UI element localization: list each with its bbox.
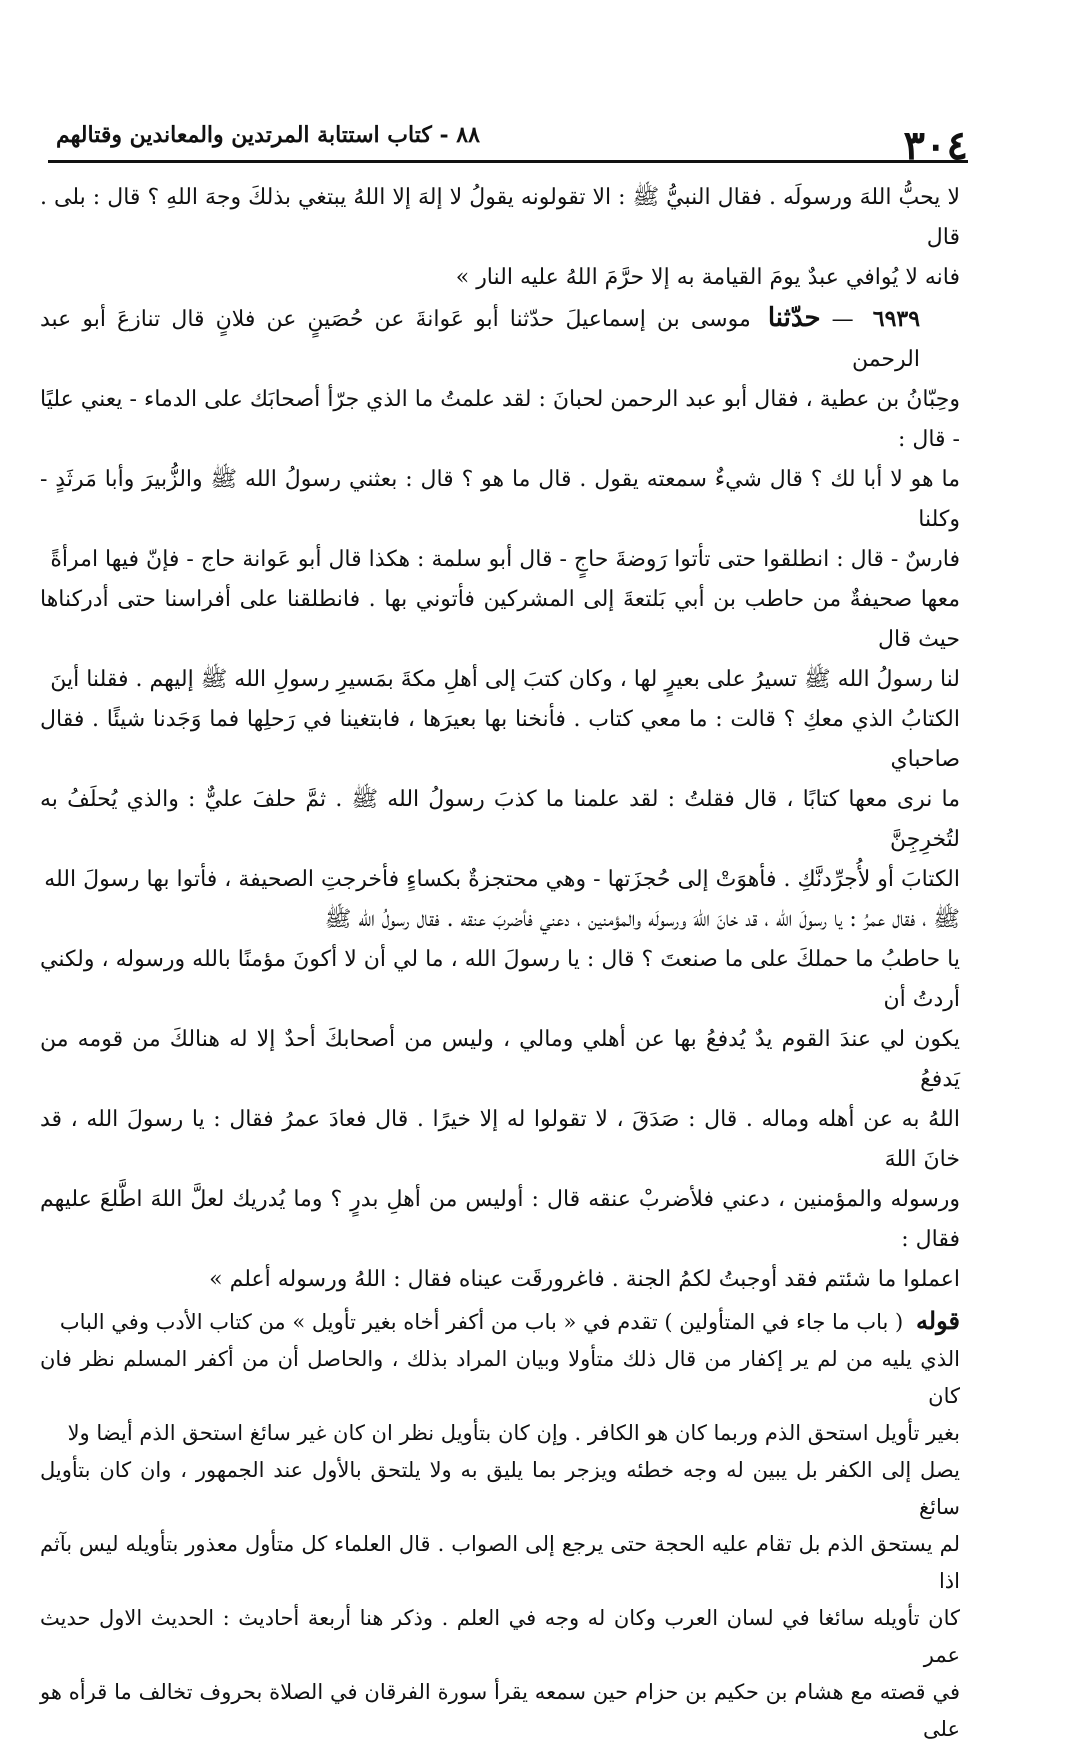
hadith-number: ٦٩٣٩: [872, 306, 921, 332]
text-line: ﷺ ، فقال عمرُ : يا رسولَ الله ، قد خانَ اللهَ ورسولَه والمؤمنين ، دعني فأضربَ عنقه . فقال رسولُ الله ﷺ: [324, 907, 960, 932]
text-line: يا حاطبُ ما حملكَ على ما صنعتَ ؟ قال : يا رسولَ الله ، ما لي أن لا أكونَ مؤمنًا بالله ورسوله ، ولكني أردتُ أن: [40, 947, 960, 1012]
page-header: [48, 112, 968, 174]
text-span: ( باب ما جاء في المتأولين ) تقدم في « باب من أكفر أخاه بغير تأويل » من كتاب الأدب وفي الباب: [59, 1310, 904, 1334]
dash: —: [820, 307, 854, 332]
text-line: اعملوا ما شئتم فقد أوجبتُ لكمُ الجنة . فاغرورقَت عيناه فقال : اللهُ ورسوله أعلم »: [209, 1267, 960, 1292]
text-line: [40, 298, 960, 380]
text-line: لا يحبُّ اللهَ ورسولَه . فقال النبيُّ ﷺ : الا تقولونه يقولُ لا إلهَ إلا اللهُ يبتغي بذلكَ وجهَ اللهِ ؟ قال : بلى . قال: [40, 185, 960, 250]
text-line: لم يستحق الذم بل تقام عليه الحجة حتى يرجع إلى الصواب . قال العلماء كل متأول معذور بتأويله ليس بآثم اذا: [40, 1532, 960, 1593]
header-rule: [48, 160, 968, 163]
intro-passage: [40, 178, 960, 298]
text-line: لنا رسولُ الله ﷺ تسيرُ على بعيرٍ لها ، وكان كتبَ إلى أهلِ مكةَ بمَسيرِ رسولِ الله ﷺ إليهم . فقلنا أينَ: [50, 667, 960, 692]
text-span: موسى بن إسماعيلَ حدّثنا أبو عَوانةَ عن حُصَينٍ عن فلانٍ قال تنازعَ أبو عبد الرحمن: [40, 307, 920, 372]
text-line: الكتابَ أو لأُجرِّدنَّكِ . فأهوَتْ إلى حُجزَتها - وهي محتجزةٌ بكساءٍ فأخرجتِ الصحيفة ، فأتوا بها رسولَ الله: [44, 867, 960, 892]
text-line: يكون لي عندَ القوم يدٌ يُدفعُ بها عن أهلي ومالي ، وليس من أصحابكَ أحدٌ إلا له هنالكَ من قومه من يَدفعُ: [40, 1027, 960, 1092]
text-line: [40, 1302, 960, 1341]
qawluhu-word: قوله: [915, 1306, 960, 1335]
text-line: ورسوله والمؤمنين ، دعني فلأضربْ عنقه قال : أوليس من أهلِ بدرٍ ؟ وما يُدريك لعلَّ اللهَ اطَّلعَ عليهم فقال :: [40, 1187, 960, 1252]
running-title: ٨٨ - كتاب استتابة المرتدين والمعاندين وقتالهم: [56, 122, 480, 148]
text-line: في قصته مع هشام بن حكيم بن حزام حين سمعه يقرأ سورة الفرقان في الصلاة بحروف تخالف ما قرأه هو على: [40, 1680, 960, 1741]
hadith-passage: [40, 298, 960, 1300]
text-line: فانه لا يُوافي عبدٌ يومَ القيامة به إلا حرَّمَ اللهُ عليه النار »: [455, 265, 960, 290]
text-line: الكتابُ الذي معكِ ؟ قالت : ما معي كتاب . فأنخنا بها بعيرَها ، فابتغينا في رَحلِها فما وَجَدنا شيئًا . فقال صاحباي: [40, 707, 960, 772]
commentary-passage: [40, 1302, 960, 1748]
text-line: يصل إلى الكفر بل يبين له وجه خطئه ويزجر بما يليق به ولا يلتحق بالأول عند الجمهور ، وان كان بتأويل سائغ: [40, 1458, 960, 1519]
haddathana-word: حدّثنا: [767, 303, 821, 333]
text-line: ما نرى معها كتابًا ، قال فقلتُ : لقد علمنا ما كذبَ رسولُ الله ﷺ . ثمَّ حلفَ عليٌّ : والذي يُحلَفُ به لتُخرِجِنَّ: [40, 787, 960, 852]
page-body: [40, 178, 960, 1748]
text-line: اللهُ به عن أهله وماله . قال : صَدَقَ ، لا تقولوا له إلا خيرًا . قال فعادَ عمرُ فقال : يا رسولَ الله ، قد خانَ اللهَ: [40, 1107, 960, 1172]
text-line: كان تأويله سائغا في لسان العرب وكان له وجه في العلم . وذكر هنا أربعة أحاديث : الحديث الاول حديث عمر: [40, 1606, 960, 1667]
text-line: فارسٌ - قال : انطلقوا حتى تأتوا رَوضةَ حاجٍ - قال أبو سلمة : هكذا قال أبو عَوانة حاج - فإنّ فيها امرأةً: [50, 547, 960, 572]
text-line: بغير تأويل استحق الذم وربما كان هو الكافر . وإن كان بتأويل نظر ان كان غير سائغ استحق الذم أيضا ولا: [67, 1421, 960, 1445]
text-line: معها صحيفةٌ من حاطب بن أبي بَلتعةَ إلى المشركين فأتوني بها . فانطلقنا على أفراسنا حتى أدركناها حيث قال: [40, 587, 960, 652]
page-number: ٣٠٤: [903, 122, 968, 169]
text-line: ما هو لا أبا لك ؟ قال شيءٌ سمعته يقول . قال ما هو ؟ قال : بعثني رسولُ الله ﷺ والزُّبيرَ وأبا مَرثَدٍ - وكلنا: [40, 467, 960, 532]
text-line: الذي يليه من لم ير إكفار من قال ذلك متأولا وبيان المراد بذلك ، والحاصل أن من أكفر المسلم نظر فان كان: [40, 1347, 960, 1408]
text-line: وحِبّانُ بن عطية ، فقال أبو عبد الرحمن لحبانَ : لقد علمتُ ما الذي جرّأ أصحابَك على الدماء - يعني عليًا - قال :: [40, 387, 960, 452]
